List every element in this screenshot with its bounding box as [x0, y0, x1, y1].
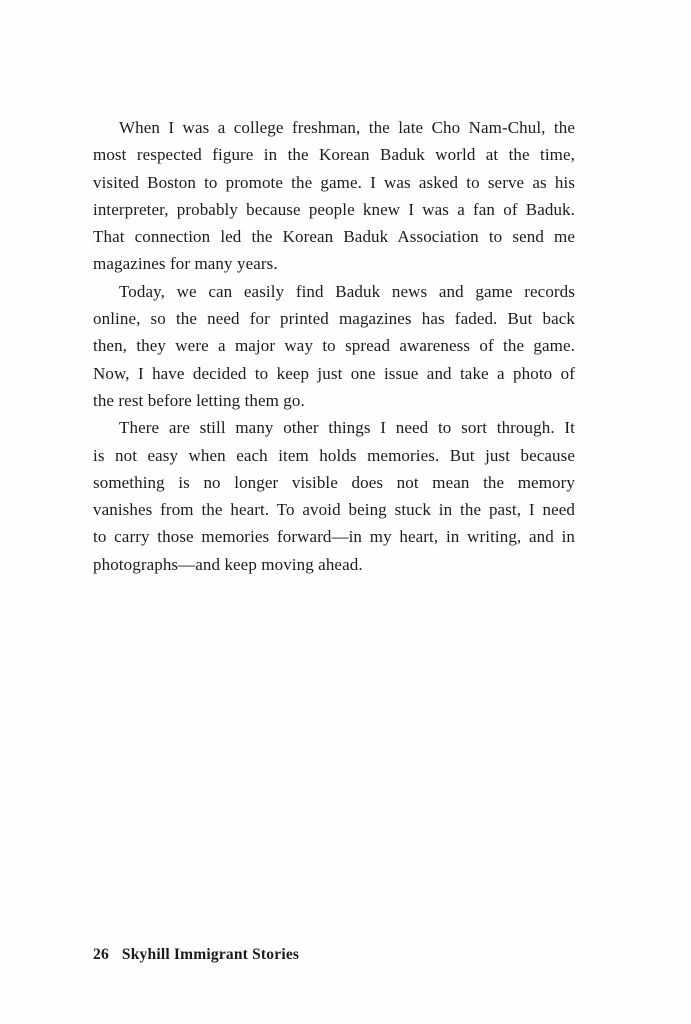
text-line: the rest before letting them go. [93, 390, 305, 410]
paragraph [93, 278, 575, 414]
text-line: visited Boston to promote the game. I was asked to serve as his [93, 172, 575, 192]
text-line: most respected figure in the Korean Baduk world at the time, [93, 145, 575, 165]
page-footer [93, 946, 299, 964]
text-line: Now, I have decided to keep just one issue and take a photo of [93, 363, 575, 383]
text-line: is not easy when each item holds memories. But just because [93, 445, 575, 465]
text-line: That connection led the Korean Baduk Association to send me [93, 227, 575, 247]
body-text [93, 114, 575, 578]
text-line: magazines for many years. [93, 254, 278, 274]
paragraph [93, 114, 575, 278]
text-line: interpreter, probably because people knew I was a fan of Baduk. [93, 199, 575, 219]
running-footer-title: Skyhill Immigrant Stories [121, 946, 300, 963]
text-line: vanishes from the heart. To avoid being stuck in the past, I need [93, 500, 575, 520]
text-line: online, so the need for printed magazines has faded. But back [93, 309, 575, 329]
page-number: 26 [93, 946, 109, 963]
paragraph [93, 414, 575, 578]
text-line: photographs—and keep moving ahead. [93, 554, 363, 574]
text-line: then, they were a major way to spread awareness of the game. [93, 336, 575, 356]
text-line: to carry those memories forward—in my heart, in writing, and in [93, 527, 575, 547]
text-line: There are still many other things I need to sort through. It [119, 418, 575, 438]
text-line: When I was a college freshman, the late Cho Nam-Chul, the [119, 118, 575, 137]
text-line: something is no longer visible does not mean the memory [93, 472, 575, 492]
text-line: Today, we can easily find Baduk news and game records [119, 281, 575, 301]
